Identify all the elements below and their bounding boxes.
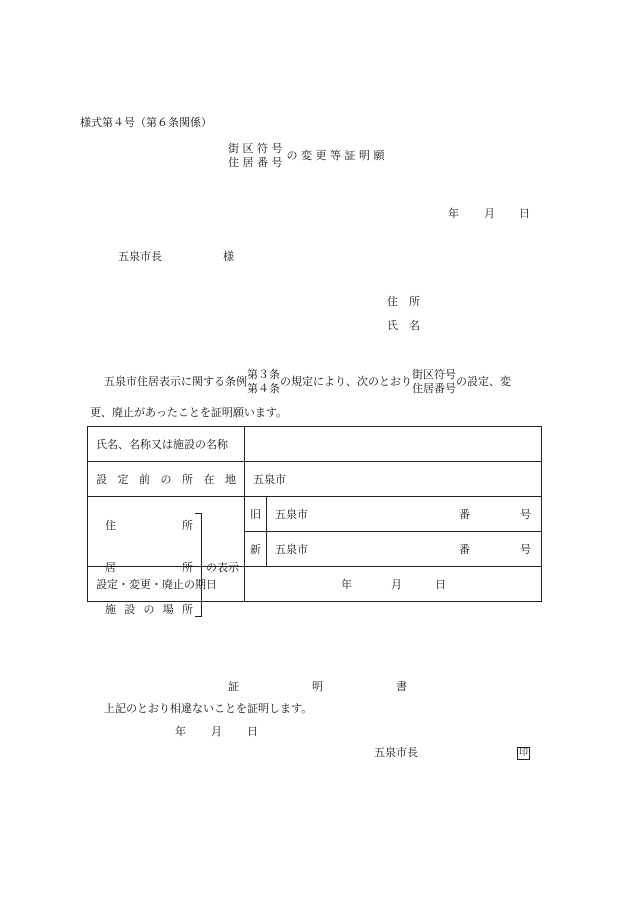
certificate-heading-3: 書 (396, 680, 407, 693)
row-date-year: 年 (341, 578, 352, 591)
certificate-heading-1: 証 (228, 680, 239, 693)
grouping-bracket (195, 513, 202, 617)
old-city: 五泉市 (275, 508, 308, 521)
cert-date-month: 月 (211, 725, 222, 738)
title-lower: 住 居 番 号 (228, 155, 283, 169)
row-name-value[interactable] (245, 427, 542, 462)
seal-mark: 印 (518, 748, 528, 758)
document-title (228, 142, 384, 170)
table-row-name (88, 427, 542, 462)
row-date-month: 月 (391, 578, 402, 591)
code-upper: 街区符号 (412, 368, 456, 381)
cert-date-day: 日 (247, 725, 258, 738)
row-prev-value[interactable]: 五泉市 (245, 462, 542, 497)
title-suffix: の 変 更 等 証 明 願 (286, 149, 385, 163)
old-ban: 番 (459, 508, 470, 521)
row-prev-label: 設 定 前 の 所 在 地 (88, 462, 245, 497)
left-item-residence: 居 所 (105, 561, 193, 574)
certificate-statement: 上記のとおり相違ないことを証明します。 (104, 702, 313, 715)
date-day: 日 (519, 207, 530, 220)
table-row-old (88, 497, 542, 532)
certificate-heading-2: 明 (312, 680, 323, 693)
left-item-address: 住 所 (105, 519, 193, 532)
row-date-value[interactable] (245, 567, 542, 602)
body-line2: 更、廃止があったことを証明願います。 (90, 406, 288, 419)
applicant-address-label: 住 所 (387, 295, 420, 308)
code-lower: 住居番号 (412, 381, 456, 395)
article-upper: 第３条 (247, 368, 280, 381)
body-line1 (104, 368, 511, 396)
old-label: 旧 (245, 497, 267, 532)
new-city: 五泉市 (275, 543, 308, 556)
row-date-label: 設定・変更・廃止の期日 (88, 567, 245, 602)
table-row-previous-location (88, 462, 542, 497)
title-upper: 街 区 符 号 (228, 142, 283, 155)
left-item-facility: 施 設 の 場 所 (105, 603, 193, 616)
new-label: 新 (245, 532, 267, 567)
body-part3: の設定、変 (456, 375, 511, 389)
form-number: 様式第４号（第６条関係） (80, 116, 212, 129)
cert-date-year: 年 (175, 725, 186, 738)
title-stack (228, 142, 283, 170)
display-label: の表示 (206, 561, 239, 574)
article-lower: 第４条 (247, 381, 280, 395)
new-ban: 番 (459, 543, 470, 556)
row-date-day: 日 (435, 578, 446, 591)
body-part2: の規定により、次のとおり (280, 375, 412, 389)
date-year: 年 (448, 207, 459, 220)
certificate-issuer: 五泉市長 (374, 746, 418, 759)
old-value-cell[interactable] (267, 497, 542, 532)
code-stack (412, 368, 456, 396)
article-stack (247, 368, 280, 396)
addressee-honorific: 様 (223, 250, 234, 263)
body-part1: 五泉市住居表示に関する条例 (104, 375, 247, 389)
old-go: 号 (520, 508, 531, 521)
date-month: 月 (484, 207, 495, 220)
form-table (87, 426, 542, 616)
row-name-label: 氏名、名称又は施設の名称 (88, 427, 245, 462)
new-go: 号 (520, 543, 531, 556)
applicant-name-label: 氏 名 (387, 319, 420, 332)
new-value-cell[interactable] (267, 532, 542, 567)
addressee-name: 五泉市長 (118, 250, 162, 263)
